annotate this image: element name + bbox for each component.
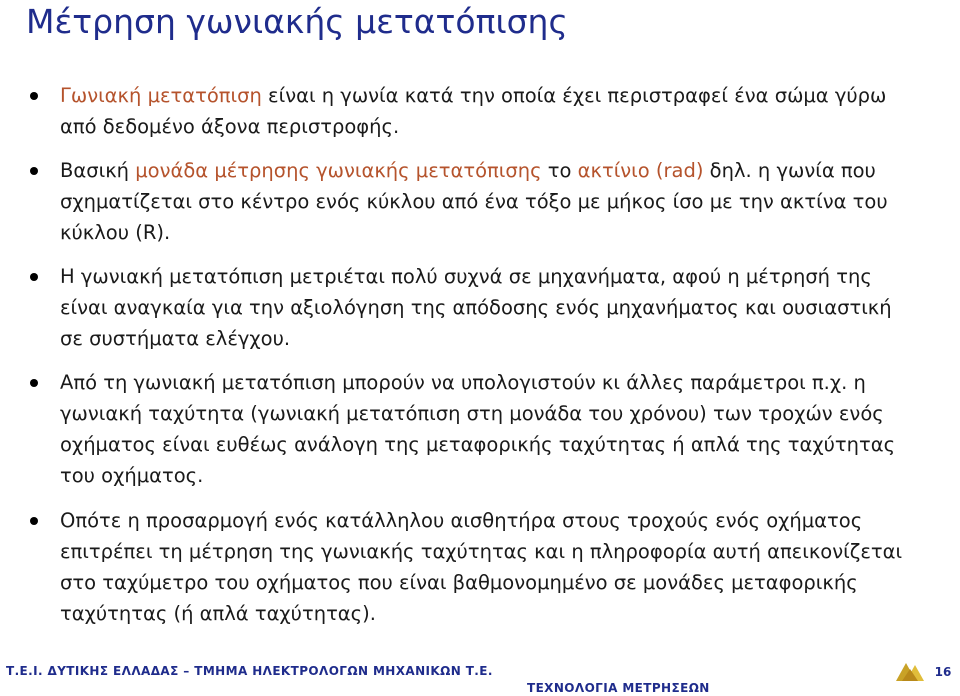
bullet-text: Οπότε η προσαρμογή ενός κατάλληλου αισθητήρα στους τροχούς ενός οχήματος επιτρέπει τη μέτρηση της γωνιακής ταχύτητας και η πληροφορία αυτή απεικονίζεται στο ταχύμετρο του οχήματος που είναι βαθμονομημένο σε μονάδες μεταφορικής ταχύτητας (ή απλά ταχύτητας). <box>60 509 903 625</box>
bullet-item <box>60 155 920 248</box>
bullet-text: Η γωνιακή μετατόπιση μετριέται πολύ συχνά σε μηχανήματα, αφού η μέτρησή της είναι αναγκαία για την αξιολόγηση της απόδοσης ενός μηχανήματος και ουσιαστική σε συστήματα ελέγχου. <box>60 265 892 350</box>
tei-logo-icon <box>894 657 928 683</box>
footer-course: ΤΕΧΝΟΛΟΓΙΑ ΜΕΤΡΗΣΕΩΝ <box>527 681 710 695</box>
bullet-text: δηλ. η γωνία που σχηματίζεται στο κέντρο ενός κύκλου από ένα τόξο με μήκος ίσο με την ακτίνα του κύκλου (R). <box>60 159 888 244</box>
bullet-item <box>60 367 920 491</box>
page-number: 16 <box>934 665 952 679</box>
bullet-item <box>60 80 920 142</box>
footer-institution: Τ.Ε.Ι. ΔΥΤΙΚΗΣ ΕΛΛΑΔΑΣ – ΤΜΗΜΑ ΗΛΕΚΤΡΟΛΟΓΩΝ ΜΗΧΑΝΙΚΩΝ Τ.Ε. <box>6 664 493 678</box>
bullet-text: το <box>541 159 578 182</box>
bullet-text: Από τη γωνιακή μετατόπιση μπορούν να υπολογιστούν κι άλλες παράμετροι π.χ. η γωνιακή ταχύτητα (γωνιακή μετατόπιση στη μονάδα του χρόνου) των τροχών ενός οχήματος είναι ευθέως ανάλογη της μεταφορικής ταχύτητας ή απλά της ταχύτητας του οχήματος. <box>60 371 896 487</box>
bullet-item <box>60 505 920 629</box>
bullet-text: είναι η γωνία κατά την οποία έχει περιστραφεί ένα σώμα γύρω από δεδομένο άξονα περιστροφής. <box>60 84 887 138</box>
slide-title: Μέτρηση γωνιακής μετατόπισης <box>26 2 568 41</box>
highlight-term: μονάδα μέτρησης γωνιακής μετατόπισης <box>135 159 542 182</box>
highlight-term: ακτίνιο (rad) <box>577 159 704 182</box>
highlight-term: Γωνιακή μετατόπιση <box>60 84 262 107</box>
bullet-item <box>60 261 920 354</box>
bullet-text: Βασική <box>60 159 136 182</box>
